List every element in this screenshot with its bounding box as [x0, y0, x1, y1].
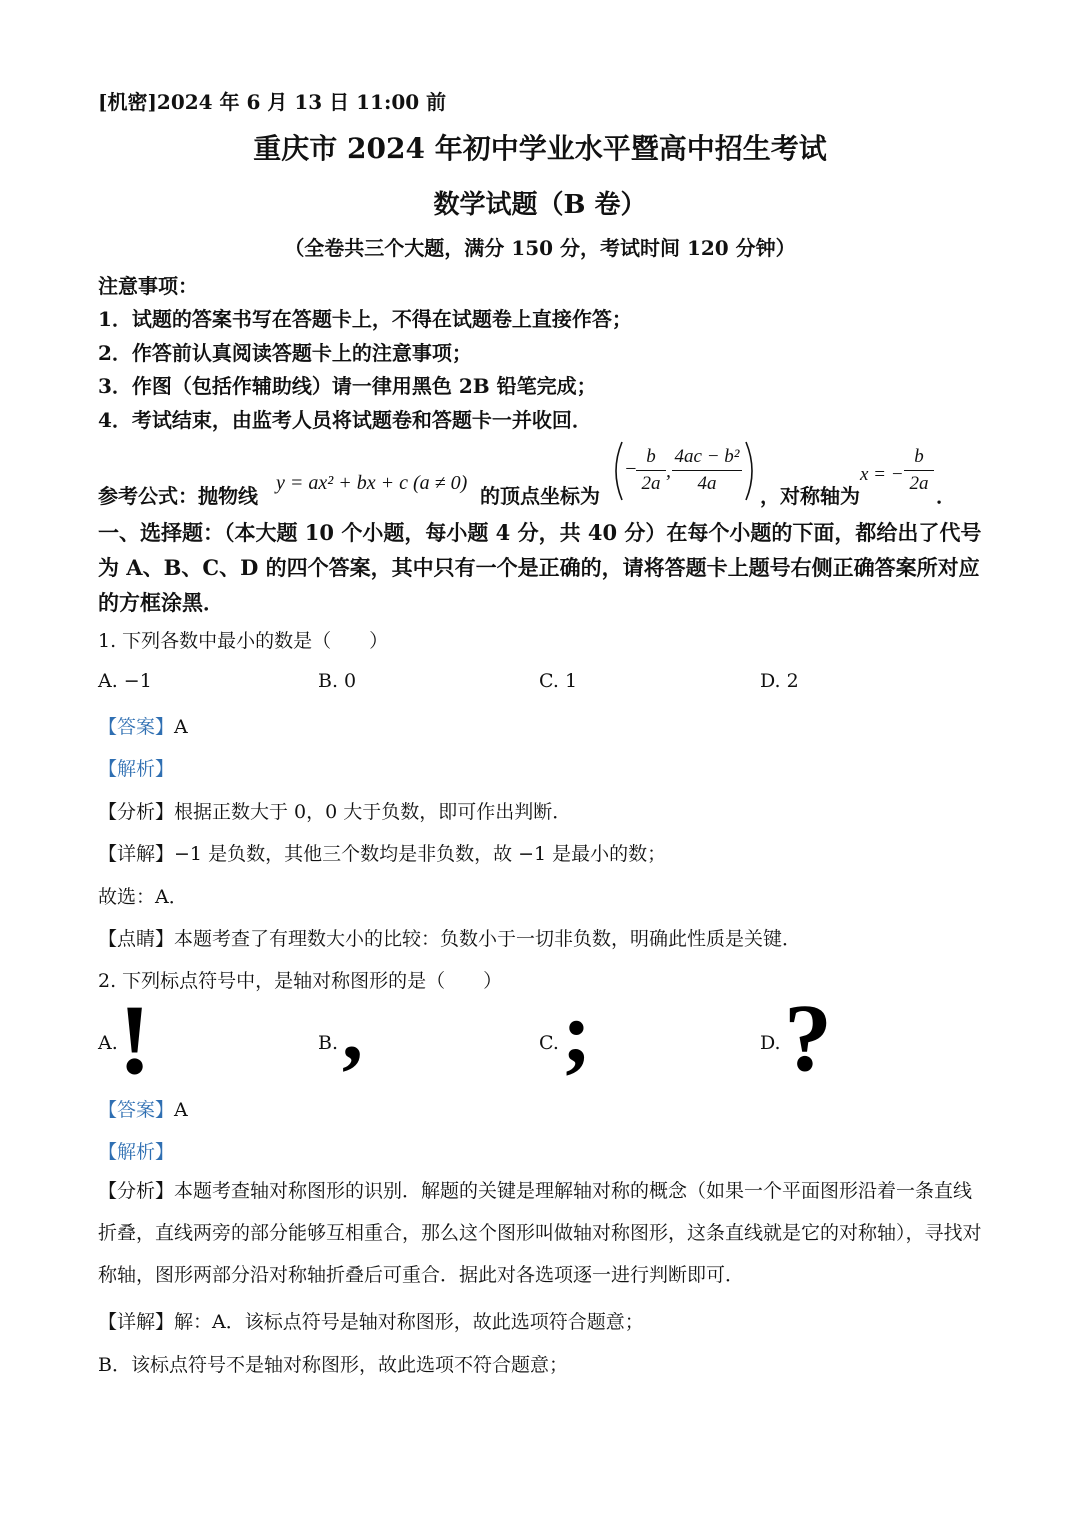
q1-option-c: C. 1 — [539, 670, 578, 692]
vertex-label: 的顶点坐标为 — [480, 484, 600, 508]
formula-prefix: 参考公式：抛物线 — [98, 484, 258, 508]
q2-stem: 2. 下列标点符号中，是轴对称图形的是（ ） — [98, 970, 503, 992]
vertex-x-fraction: b 2a — [636, 446, 666, 495]
q1-fenxi: 【分析】根据正数大于 0，0 大于负数，即可作出判断． — [98, 801, 572, 823]
exam-title: 重庆市 2024 年初中学业水平暨高中招生考试 — [253, 132, 827, 165]
semicolon-icon: ; — [562, 985, 592, 1082]
notice-item-1: 1．试题的答案书写在答题卡上，不得在试题卷上直接作答； — [98, 307, 632, 331]
reference-formula: 参考公式：抛物线 y = ax² + bx + c (a ≠ 0) 的顶点坐标为 − b 2a , 4ac − b² 4a ，对称轴为 x = − b 2a ． — [98, 440, 978, 510]
notice-heading: 注意事项： — [98, 274, 198, 298]
q2-xiangjie: 【详解】解：A．该标点符号是轴对称图形，故此选项符合题意； — [98, 1311, 644, 1333]
q1-answer: 【答案】A — [98, 716, 188, 738]
notice-item-4: 4．考试结束，由监考人员将试题卷和答题卡一并收回． — [98, 408, 592, 432]
q2-option-d-label: D. — [760, 1032, 781, 1054]
q2-option-b-explanation: B．该标点符号不是轴对称图形，故此选项不符合题意； — [98, 1354, 568, 1376]
right-paren — [742, 440, 760, 502]
parabola-equation: y = ax² + bx + c (a ≠ 0) — [276, 472, 468, 494]
exam-subtitle: 数学试题（B 卷） — [433, 190, 647, 220]
q2-option-c-label: C. — [539, 1032, 559, 1054]
notice-item-3: 3．作图（包括作辅助线）请一律用黑色 2B 铅笔完成； — [98, 374, 597, 398]
comma-icon: , — [342, 985, 363, 1078]
q1-stem: 1. 下列各数中最小的数是（ ） — [98, 630, 389, 652]
q2-option-a-label: A. — [98, 1032, 118, 1054]
exclamation-mark-icon: ! — [118, 984, 152, 1095]
q2-analysis-tag: 【解析】 — [98, 1141, 175, 1163]
confidential-notice: [机密]2024 年 6 月 13 日 11:00 前 — [98, 90, 447, 114]
section-1-heading: 一、选择题：（本大题 10 个小题，每小题 4 分，共 40 分）在每个小题的下面，都给出了代号为 A、B、C、D 的四个答案，其中只有一个是正确的，请将答题卡上题号右侧正确答案所对应的方框涂黑． — [98, 520, 982, 615]
axis-label: ，对称轴为 — [760, 484, 860, 508]
question-mark-icon: ? — [784, 984, 832, 1091]
exam-info: （全卷共三个大题，满分 150 分，考试时间 120 分钟） — [284, 236, 796, 260]
notice-item-2: 2．作答前认真阅读答题卡上的注意事项； — [98, 341, 472, 365]
axis-x: x = − — [860, 464, 904, 485]
vertex-y-fraction: 4ac − b² 4a — [672, 446, 742, 495]
q1-choose: 故选：A． — [98, 886, 188, 908]
q1-option-b: B. 0 — [318, 670, 357, 692]
axis-fraction: b 2a — [904, 446, 934, 495]
q1-xiangjie: 【详解】−1 是负数，其他三个数均是非负数，故 −1 是最小的数； — [98, 843, 667, 865]
q2-option-b-label: B. — [318, 1032, 339, 1054]
q1-option-a: A. −1 — [98, 670, 152, 692]
q1-option-d: D. 2 — [760, 670, 799, 692]
q1-analysis-tag: 【解析】 — [98, 758, 175, 780]
q2-fenxi: 【分析】本题考查轴对称图形的识别．解题的关键是理解轴对称的概念（如果一个平面图形沿着一条直线折叠，直线两旁的部分能够互相重合，那么这个图形叫做轴对称图形，这条直线就是它的对称轴），寻找对称轴，图形两部分沿对称轴折叠后可重合．据此对各选项逐一进行判断即可． — [98, 1180, 982, 1286]
q1-dianjing: 【点睛】本题考查了有理数大小的比较：负数小于一切非负数，明确此性质是关键． — [98, 928, 802, 950]
q2-answer: 【答案】A — [98, 1099, 188, 1121]
